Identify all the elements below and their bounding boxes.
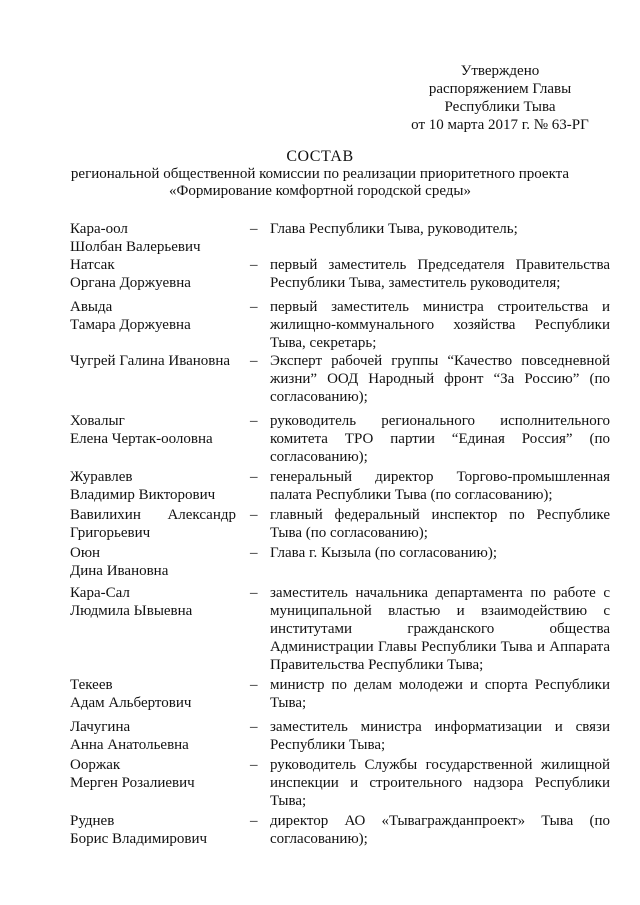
member-name (70, 718, 250, 756)
dash-separator: – (250, 545, 258, 561)
member-surname: Вавилихин (70, 507, 141, 523)
approval-line: Утверждено (460, 63, 540, 79)
member-name (70, 412, 250, 468)
member-row (70, 352, 610, 412)
member-given-name: Органа Доржуевна (70, 275, 191, 291)
member-role: заместитель начальника департамента по работе с муниципальной властью и взаимодействию с институтами гражданского общества Администрации Главы Республики Тыва и Аппарата Правительства Республики Тыва; (270, 585, 610, 673)
member-row (70, 256, 610, 298)
member-surname: Оюн (70, 545, 101, 561)
member-role: заместитель министра информатизации и связи Республики Тыва; (270, 719, 610, 753)
member-given-name-inline: Александр (167, 507, 236, 523)
dash-separator: – (250, 677, 258, 693)
member-row (70, 812, 610, 852)
member-name (70, 506, 250, 544)
approval-block (400, 62, 600, 134)
member-name (70, 468, 250, 506)
subtitle-line: «Формирование комфортной городской среды» (168, 183, 472, 199)
member-row (70, 584, 610, 676)
member-row (70, 412, 610, 468)
member-role: директор АО «Тывагражданпроект» Тыва (по согласованию); (270, 813, 610, 847)
member-role: Эксперт рабочей группы “Качество повседневной жизни” ООД Народный фронт “За Россию” (по согласованию); (270, 353, 610, 405)
dash-separator: – (250, 813, 258, 829)
member-role: Глава г. Кызыла (по согласованию); (270, 545, 498, 561)
member-row (70, 506, 610, 544)
member-surname: Текеев (70, 677, 113, 693)
member-row (70, 220, 610, 256)
member-surname: Кара-Сал (70, 585, 130, 601)
subtitle-line: региональной общественной комиссии по реализации приоритетного проекта (70, 166, 570, 182)
document-title: СОСТАВ (286, 148, 354, 165)
dash-separator: – (250, 507, 258, 523)
member-surname: Кара-оол (70, 221, 128, 237)
member-name (70, 676, 250, 718)
member-name (70, 352, 250, 412)
dash-separator: – (250, 257, 258, 273)
approval-line: распоряжением Главы (428, 81, 572, 97)
member-role: главный федеральный инспектор по Республике Тыва (по согласованию); (270, 507, 610, 541)
member-role: руководитель регионального исполнительного комитета ТРО партии “Единая Россия” (по согласованию); (270, 413, 610, 465)
member-surname: Ховалыг (70, 413, 125, 429)
member-role: первый заместитель Председателя Правительства Республики Тыва, заместитель руководителя; (270, 257, 610, 291)
member-surname: Лачугина (70, 719, 131, 735)
approval-line: от 10 марта 2017 г. № 63-РГ (411, 117, 589, 133)
member-surname: Журавлев (70, 469, 133, 485)
member-name (70, 544, 250, 584)
member-given-name: Дина Ивановна (70, 563, 169, 579)
approval-line: Республики Тыва (444, 99, 556, 115)
member-given-name: Шолбан Валерьевич (70, 239, 201, 255)
member-name (70, 220, 250, 256)
member-given-name: Адам Альбертович (70, 695, 192, 711)
member-row (70, 756, 610, 812)
dash-separator: – (250, 221, 258, 237)
member-surname-line (70, 506, 236, 524)
member-given-name: Людмила Ывыевна (70, 603, 193, 619)
member-surname: Авыда (70, 299, 113, 315)
member-name (70, 298, 250, 352)
member-row (70, 298, 610, 352)
dash-separator: – (250, 413, 258, 429)
member-role: первый заместитель министра строительства и жилищно-коммунального хозяйства Республики Тыва, секретарь; (270, 299, 610, 351)
dash-separator: – (250, 353, 258, 369)
member-name (70, 584, 250, 676)
member-given-name: Тамара Доржуевна (70, 317, 191, 333)
member-surname: Чугрей Галина Ивановна (70, 353, 231, 369)
member-row (70, 718, 610, 756)
dash-separator: – (250, 585, 258, 601)
member-name (70, 256, 250, 298)
member-given-name: Борис Владимирович (70, 831, 208, 847)
member-surname: Руднев (70, 813, 115, 829)
member-role: генеральный директор Торгово-промышленная палата Республики Тыва (по согласованию); (270, 469, 610, 503)
member-role: министр по делам молодежи и спорта Республики Тыва; (270, 677, 610, 711)
member-row (70, 676, 610, 718)
member-row (70, 544, 610, 584)
member-given-name: Григорьевич (70, 525, 151, 541)
members-list (70, 220, 610, 852)
member-role: руководитель Службы государственной жилищной инспекции и строительного надзора Республики Тыва; (270, 757, 610, 809)
member-row (70, 468, 610, 506)
member-name (70, 812, 250, 852)
member-name (70, 756, 250, 812)
member-surname: Натсак (70, 257, 115, 273)
member-given-name: Мерген Розалиевич (70, 775, 195, 791)
member-given-name: Елена Чертак-ооловна (70, 431, 213, 447)
member-surname: Ооржак (70, 757, 121, 773)
dash-separator: – (250, 719, 258, 735)
dash-separator: – (250, 299, 258, 315)
member-given-name: Анна Анатольевна (70, 737, 189, 753)
document-subtitle (60, 166, 580, 200)
member-given-name: Владимир Викторович (70, 487, 216, 503)
dash-separator: – (250, 757, 258, 773)
member-role: Глава Республики Тыва, руководитель; (270, 221, 518, 237)
dash-separator: – (250, 469, 258, 485)
